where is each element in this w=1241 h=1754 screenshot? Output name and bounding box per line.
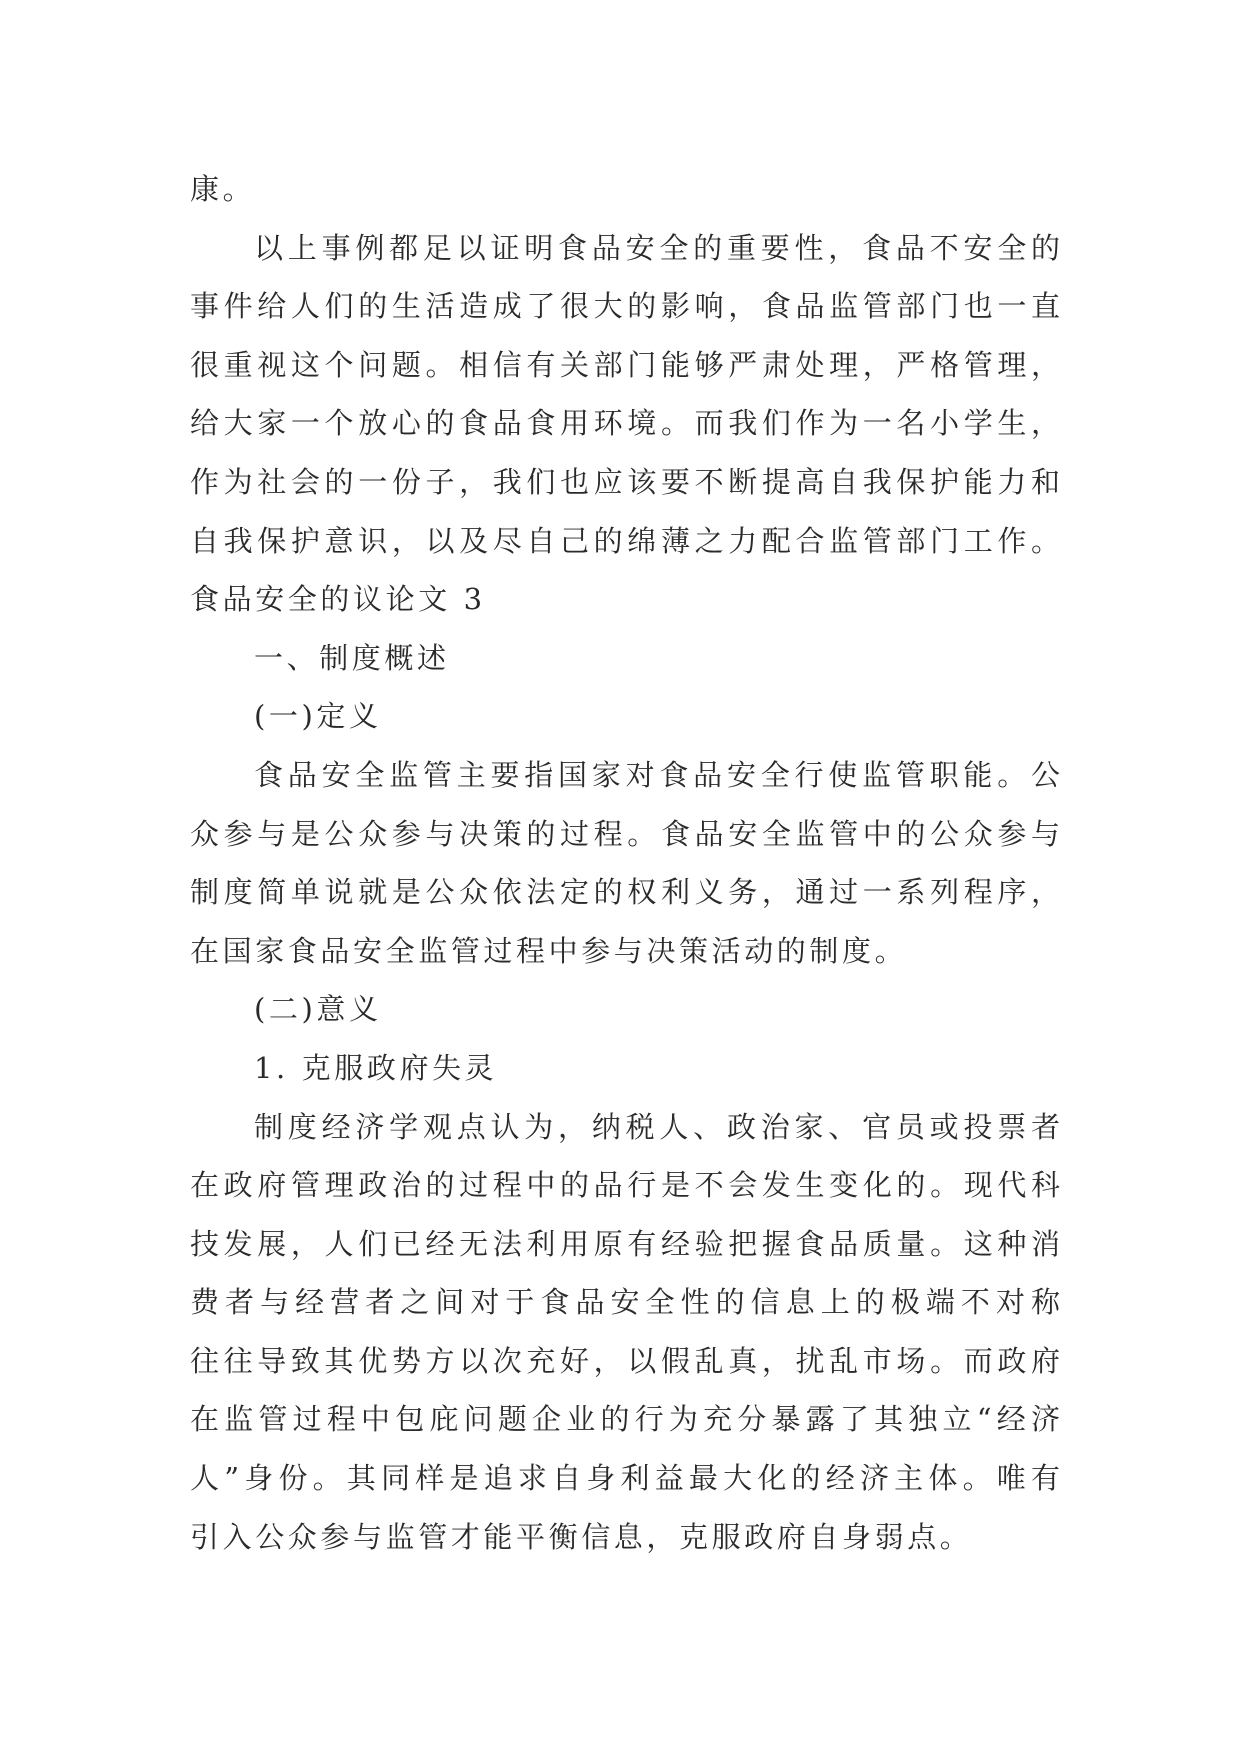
text-line: 很重视这个问题。相信有关部门能够严肃处理，严格管理， [190,347,1060,382]
text-line: 人”身份。其同样是追求自身利益最大化的经济主体。唯有 [190,1461,1060,1496]
paragraph-start: 制度经济学观点认为，纳税人、政治家、官员或投票者 [254,1109,1060,1144]
text-line: 在国家食品安全监管过程中参与决策活动的制度。 [190,933,908,968]
text-line: 事件给人们的生活造成了很大的影响，食品监管部门也一直 [190,289,1060,324]
text-line: 引入公众参与监管才能平衡信息，克服政府自身弱点。 [190,1519,973,1554]
text-line: 作为社会的一份子，我们也应该要不断提高自我保护能力和 [190,464,1060,499]
text-line: 自我保护意识，以及尽自己的绵薄之力配合监管部门工作。 [190,523,1060,558]
document-page [190,160,1060,1566]
paragraph-start: 以上事例都足以证明食品安全的重要性，食品不安全的 [254,230,1060,265]
text-line: 众参与是公众参与决策的过程。食品安全监管中的公众参与 [190,816,1060,851]
heading-level-2: (二)意义 [254,992,382,1027]
text-line: 在政府管理政治的过程中的品行是不会发生变化的。现代科 [190,1168,1060,1203]
text-line: 费者与经营者之间对于食品安全性的信息上的极端不对称 [190,1285,1060,1320]
paragraph-start: 食品安全监管主要指国家对食品安全行使监管职能。公 [254,757,1060,792]
text-line: 往往导致其优势方以次充好，以假乱真，扰乱市场。而政府 [190,1343,1060,1378]
section-title: 食品安全的议论文 3 [190,582,486,617]
heading-level-2: (一)定义 [254,699,382,734]
text-line: 康。 [190,172,256,206]
heading-level-1: 一、制度概述 [254,640,450,675]
text-line: 在监管过程中包庇问题企业的行为充分暴露了其独立“经济 [190,1402,1060,1437]
text-line: 技发展，人们已经无法利用原有经验把握食品质量。这种消 [190,1226,1060,1261]
heading-level-3: 1. 克服政府失灵 [254,1050,498,1085]
text-line: 制度简单说就是公众依法定的权利义务，通过一系列程序， [190,875,1060,910]
text-line: 给大家一个放心的食品食用环境。而我们作为一名小学生， [190,406,1060,441]
